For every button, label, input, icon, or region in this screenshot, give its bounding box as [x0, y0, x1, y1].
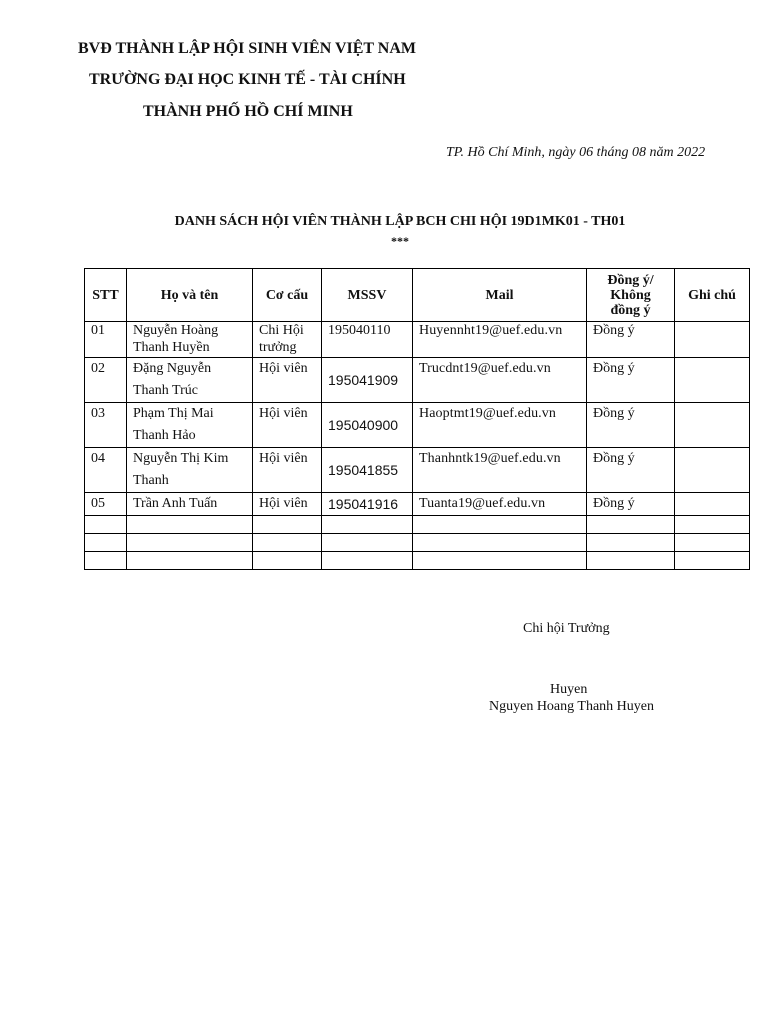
cell-agree: Đồng ý [587, 322, 675, 358]
col-header-agree-line-2: Không [610, 287, 651, 303]
cell-mssv: 195041855 [322, 448, 413, 493]
cell-empty [127, 552, 253, 570]
cell-empty [85, 534, 127, 552]
cell-empty [413, 534, 587, 552]
table-row-empty [85, 516, 750, 534]
cell-agree: Đồng ý [587, 403, 675, 448]
cell-empty [675, 516, 750, 534]
cell-mail: Huyennht19@uef.edu.vn [413, 322, 587, 358]
header-line-1: BVĐ THÀNH LẬP HỘI SINH VIÊN VIỆT NAM [78, 40, 416, 57]
cell-empty [127, 516, 253, 534]
cell-empty [322, 552, 413, 570]
cell-note [675, 358, 750, 403]
col-header-mssv: MSSV [322, 269, 413, 322]
cell-empty [413, 552, 587, 570]
cell-mail: Trucdnt19@uef.edu.vn [413, 358, 587, 403]
col-header-name: Họ và tên [127, 269, 253, 322]
cell-name: Đặng Nguyễn Thanh Trúc [127, 358, 253, 403]
cell-mssv: 195041916 [322, 493, 413, 516]
cell-mssv: 195041909 [322, 358, 413, 403]
cell-note [675, 403, 750, 448]
cell-empty [413, 516, 587, 534]
cell-note [675, 322, 750, 358]
table-row [85, 448, 750, 493]
cell-mail: Thanhntk19@uef.edu.vn [413, 448, 587, 493]
col-header-note: Ghi chú [675, 269, 750, 322]
cell-role: Chi Hội trưởng [253, 322, 322, 358]
cell-name: Nguyễn Hoàng Thanh Huyền [127, 322, 253, 358]
cell-empty [675, 552, 750, 570]
cell-empty [85, 516, 127, 534]
table-row [85, 358, 750, 403]
title-separator: *** [391, 234, 409, 248]
table-row-empty [85, 534, 750, 552]
table-row [85, 322, 750, 358]
col-header-role: Cơ cấu [253, 269, 322, 322]
cell-empty [587, 552, 675, 570]
cell-stt: 05 [85, 493, 127, 516]
cell-role: Hội viên [253, 493, 322, 516]
table-row [85, 403, 750, 448]
cell-name: Phạm Thị Mai Thanh Hảo [127, 403, 253, 448]
cell-empty [85, 552, 127, 570]
cell-mssv: 195040900 [322, 403, 413, 448]
cell-agree: Đồng ý [587, 493, 675, 516]
signature-handwritten-name: Huyen [550, 682, 588, 697]
cell-empty [587, 534, 675, 552]
cell-agree: Đồng ý [587, 448, 675, 493]
cell-name: Trần Anh Tuấn [127, 493, 253, 516]
cell-note [675, 448, 750, 493]
cell-empty [127, 534, 253, 552]
table-row-empty [85, 552, 750, 570]
signature-title: Chi hội Trưởng [523, 621, 610, 636]
cell-empty [253, 552, 322, 570]
cell-stt: 04 [85, 448, 127, 493]
cell-note [675, 493, 750, 516]
cell-empty [253, 534, 322, 552]
cell-stt: 01 [85, 322, 127, 358]
cell-empty [675, 534, 750, 552]
cell-mail: Haoptmt19@uef.edu.vn [413, 403, 587, 448]
header-line-2: TRƯỜNG ĐẠI HỌC KINH TẾ - TÀI CHÍNH [89, 71, 406, 88]
cell-mail: Tuanta19@uef.edu.vn [413, 493, 587, 516]
cell-role: Hội viên [253, 448, 322, 493]
cell-stt: 03 [85, 403, 127, 448]
col-header-agree-line-3: đồng ý [610, 302, 651, 318]
header-line-3: THÀNH PHỐ HỒ CHÍ MINH [143, 103, 353, 120]
document-title: DANH SÁCH HỘI VIÊN THÀNH LẬP BCH CHI HỘI 19D1MK01 - TH01 [174, 214, 626, 229]
cell-empty [587, 516, 675, 534]
table-header-row [85, 269, 750, 322]
cell-agree: Đồng ý [587, 358, 675, 403]
cell-name: Nguyễn Thị Kim Thanh [127, 448, 253, 493]
col-header-agree-line-1: Đồng ý/ [607, 272, 654, 288]
date-line: TP. Hồ Chí Minh, ngày 06 tháng 08 năm 2022 [446, 145, 706, 160]
col-header-agree [587, 269, 675, 322]
cell-stt: 02 [85, 358, 127, 403]
signature-full-name: Nguyen Hoang Thanh Huyen [489, 699, 654, 714]
col-header-mail: Mail [413, 269, 587, 322]
cell-empty [253, 516, 322, 534]
cell-role: Hội viên [253, 403, 322, 448]
member-table [84, 268, 750, 570]
cell-role: Hội viên [253, 358, 322, 403]
cell-empty [322, 534, 413, 552]
table-row [85, 493, 750, 516]
col-header-stt: STT [85, 269, 127, 322]
cell-empty [322, 516, 413, 534]
cell-mssv: 195040110 [322, 322, 413, 358]
